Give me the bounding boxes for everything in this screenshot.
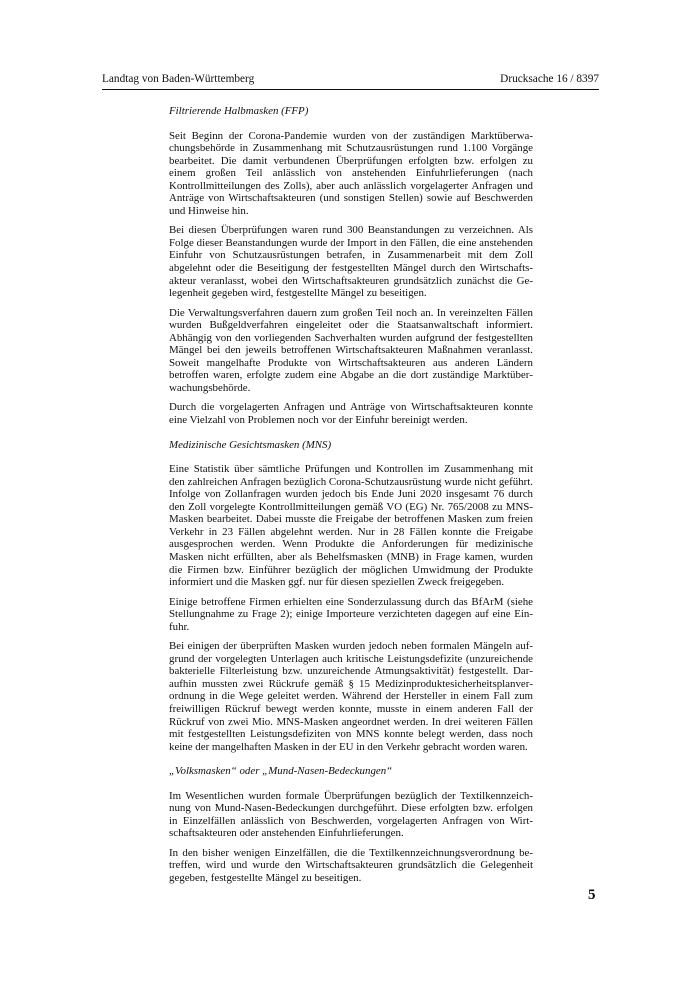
section-heading: „Volksmasken“ oder „Mund-Nasen-Bedeckungen“ bbox=[169, 765, 393, 778]
paragraph: Durch die vorgelagerten Anfragen und Anträge von Wirtschaftsakteuren konnte eine Vielzahl von Problemen noch vor der Einfuhr bereinigt werden. bbox=[169, 401, 533, 427]
section-heading: Medizinische Gesichtsmasken (MNS) bbox=[169, 438, 332, 451]
paragraph: Einige betroffene Firmen erhielten eine Sonderzulassung durch das BfArM (siehe Stellungnahme zu Frage 2); einige Importeure verzichteten dagegen auf eine Einfuhr. bbox=[169, 595, 533, 633]
page-number: 5 bbox=[588, 887, 596, 903]
paragraph: In den bisher wenigen Einzelfällen, die die Textilkennzeichnungsverordnung betreffen, wird und wurde den Wirtschaftsakteuren grundsätzlich die Gelegenheit gegeben, festgestellte Mängel zu beseitigen. bbox=[169, 846, 533, 884]
paragraph: Eine Statistik über sämtliche Prüfungen und Kontrollen im Zusammenhang mit den zahlreichen Anfragen bezüglich Corona-Schutzausrüstung wurde nicht geführt. Infolge von Zollanfragen wurden jedoch bis Ende Juni 2020 insgesamt 76 durch den Zoll vorgelegte Kontrollmitteilungen gemäß VO (EG) Nr. 765/2008 zu MNS-Masken bearbeitet. Dabei musste die Freigabe der betroffenen Masken zum freien Verkehr in 23 Fällen abgelehnt werden. Nur in 28 Fällen konnte die Freigabe ausgesprochen werden. Wenn Produkte die Anforderungen für medizinische Masken nicht erfüllten, aber als Behelfsmasken (MNB) in Frage kamen, wurden die Firmen bzw. Einführer bezüglich der möglichen Umwidmung der Produkte informiert und die Masken ggf. nur für diesen speziellen Zweck freigegeben. bbox=[169, 463, 533, 589]
document-body bbox=[169, 105, 533, 892]
document-number: Drucksache 16 / 8397 bbox=[500, 73, 599, 85]
paragraph: Bei einigen der überprüften Masken wurden jedoch neben formalen Mängeln aufgrund der vorgelegten Unterlagen auch kritische Leistungsdefizite (unzureichende bakterielle Filterleistung bzw. unzureichende Atmungsaktivität) festgestellt. Daraufhin mussten zwei Rückrufe gemäß § 15 Medizinproduktesicherheitsplanverordnung in die Wege geleitet werden. Während der Hersteller in einem Fall zum freiwilligen Rückruf bewegt werden konnte, musste in einem anderen Fall der Rückruf von zwei Mio. MNS-Masken angeordnet werden. In drei weiteren Fällen mit festgestellten Leistungsdefiziten von MNS konnte belegt werden, dass noch keine der mangelhaften Masken in der EU in den Verkehr gebracht worden waren. bbox=[169, 640, 533, 753]
header-title: Landtag von Baden-Württemberg bbox=[102, 73, 255, 85]
paragraph: Im Wesentlichen wurden formale Überprüfungen bezüglich der Textilkennzeichnung von Mund-Nasen-Bedeckungen durchgeführt. Diese erfolgten bzw. erfolgen in Einzelfällen anlässlich von Beschwerden, vorgelagerten Anfragen von Wirtschaftsakteuren oder anstehenden Einfuhrlieferungen. bbox=[169, 789, 533, 840]
section-heading: Filtrierende Halbmasken (FFP) bbox=[169, 105, 309, 117]
paragraph: Bei diesen Überprüfungen waren rund 300 Beanstandungen zu verzeichnen. Als Folge dieser Beanstandungen wurde der Import in den Fällen, die eine anstehenden Einfuhr von Schutzausrüstungen betrafen, in Zusammenarbeit mit dem Zoll abgelehnt oder die Beseitigung der festgestellten Mängel durch den Wirtschaftsakteur veranlasst, wobei den Wirtschaftsakteuren grundsätzlich zunächst die Gelegenheit gegeben wird, festgestellte Mängel zu beseitigen. bbox=[169, 224, 533, 300]
page-header bbox=[102, 72, 599, 90]
paragraph: Die Verwaltungsverfahren dauern zum großen Teil noch an. In vereinzelten Fällen wurden Bußgeldverfahren eingeleitet oder die Staatsanwaltschaft informiert. Abhängig von den vorliegenden Sachverhalten wurden aufgrund der festgestellten Mängel bei den jeweils betroffenen Wirtschaftsakteuren Maßnahmen veranlasst. Soweit mangelhafte Produkte von Wirtschaftsakteuren aus anderen Ländern betroffen waren, erfolgte zudem eine Abgabe an die dort zuständige Marktüberwachungsbehörde. bbox=[169, 306, 533, 394]
paragraph: Seit Beginn der Corona-Pandemie wurden von der zuständigen Marktüberwachungsbehörde in Zusammenhang mit Schutzausrüstungen rund 1.100 Vorgänge bearbeitet. Die damit verbundenen Überprüfungen erfolgten bzw. erfolgen zu einem großen Teil anlässlich von anstehenden Einfuhrlieferungen (nach Kontrollmitteilungen des Zolls), aber auch anlässlich vorgelagerter Anfragen und Anträge von Wirtschaftsakteuren (und sonstigen Stellen) sowie auf Beschwerden und Hinweise hin. bbox=[169, 129, 533, 217]
